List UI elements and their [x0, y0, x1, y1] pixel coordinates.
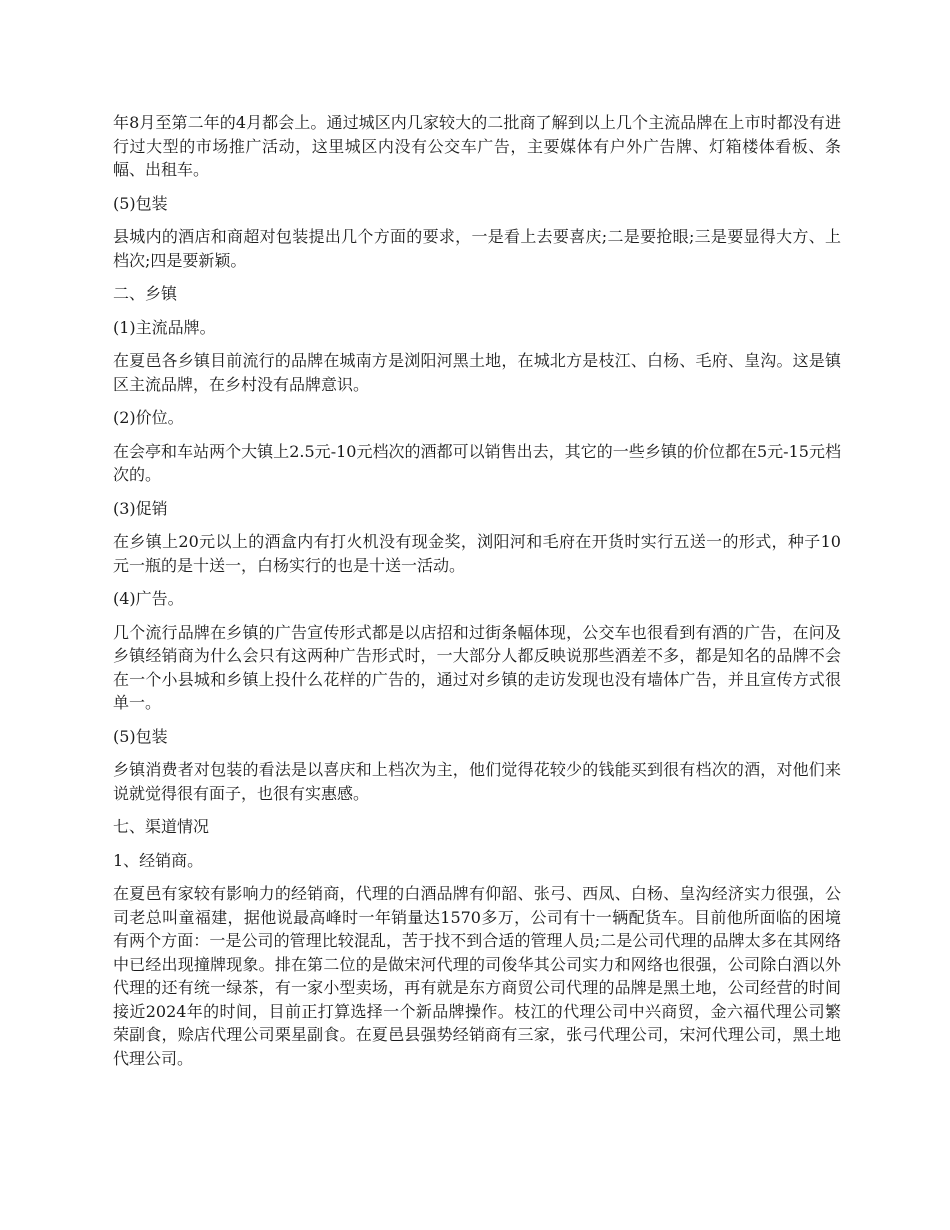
heading-township-price: (2)价位。 [113, 408, 184, 427]
paragraph-township-advertising: 几个流行品牌在乡镇的广告宣传形式都是以店招和过街条幅体现，公交车也很看到有酒的广告，在问及乡镇经销商为什么会只有这两种广告形式时，一大部分人都反映说那些酒差不多，都是知名的品牌不会在一个小县城和乡镇上投什么花样的广告的，通过对乡镇的走访发现也没有墙体广告，并且宣传方式很单一。 [113, 622, 841, 712]
paragraph-township-price: 在会亭和车站两个大镇上2.5元-10元档次的酒都可以销售出去，其它的一些乡镇的价位都在5元-15元档次的。 [113, 441, 841, 484]
heading-township-brands: (1)主流品牌。 [113, 317, 216, 337]
paragraph-city-advertising: 年8月至第二年的4月都会上。通过城区内几家较大的二批商了解到以上几个主流品牌在上市时都没有进行过大型的市场推广活动，这里城区内没有公交车广告，主要媒体有户外广告牌、灯箱楼体看板、条幅、出租车。 [113, 113, 841, 179]
heading-township-promotion: (3)促销 [113, 498, 168, 518]
heading-city-packaging: (5)包装 [113, 193, 168, 213]
paragraph-township-packaging: 乡镇消费者对包装的看法是以喜庆和上档次为主，他们觉得花较少的钱能买到很有档次的酒，对他们来说就觉得很有面子，也很有实惠感。 [113, 760, 841, 803]
heading-township-advertising: (4)广告。 [113, 589, 184, 608]
document-page [113, 111, 841, 1080]
paragraph-distributors: 在夏邑有家较有影响力的经销商，代理的白酒品牌有仰韶、张弓、西凤、白杨、皇沟经济实力很强，公司老总叫童福建，据他说最高峰时一年销量达1570多万，公司有十一辆配货车。目前他所面临的困境有两个方面：一是公司的管理比较混乱，苦于找不到合适的管理人员;二是公司代理的品牌太多在其网络中已经出现撞牌现象。排在第二位的是做宋河代理的司俊华其公司实力和网络也很强，公司除白酒以外代理的还有统一绿茶，有一家小型卖场，再有就是东方商贸公司代理的品牌是黑土地，公司经营的时间接近2024年的时间，目前正打算选择一个新品牌操作。枝江的代理公司中兴商贸，金六福代理公司繁荣副食，赊店代理公司栗星副食。在夏邑县强势经销商有三家，张弓代理公司，宋河代理公司，黑土地代理公司。 [113, 884, 841, 1068]
section-heading-channels: 七、渠道情况 [113, 817, 210, 836]
paragraph-city-packaging: 县城内的酒店和商超对包装提出几个方面的要求，一是看上去要喜庆;二是要抢眼;三是要显得大方、上档次;四是要新颖。 [113, 227, 841, 270]
heading-township-packaging: (5)包装 [113, 726, 168, 746]
heading-distributors: 1、经销商。 [113, 850, 204, 870]
section-heading-townships: 二、乡镇 [113, 284, 178, 303]
paragraph-township-promotion: 在乡镇上20元以上的酒盒内有打火机没有现金奖，浏阳河和毛府在开货时实行五送一的形式，种子10元一瓶的是十送一，白杨实行的也是十送一活动。 [113, 532, 841, 575]
paragraph-township-brands: 在夏邑各乡镇目前流行的品牌在城南方是浏阳河黑土地，在城北方是枝江、白杨、毛府、皇沟。这是镇区主流品牌，在乡村没有品牌意识。 [113, 351, 841, 394]
